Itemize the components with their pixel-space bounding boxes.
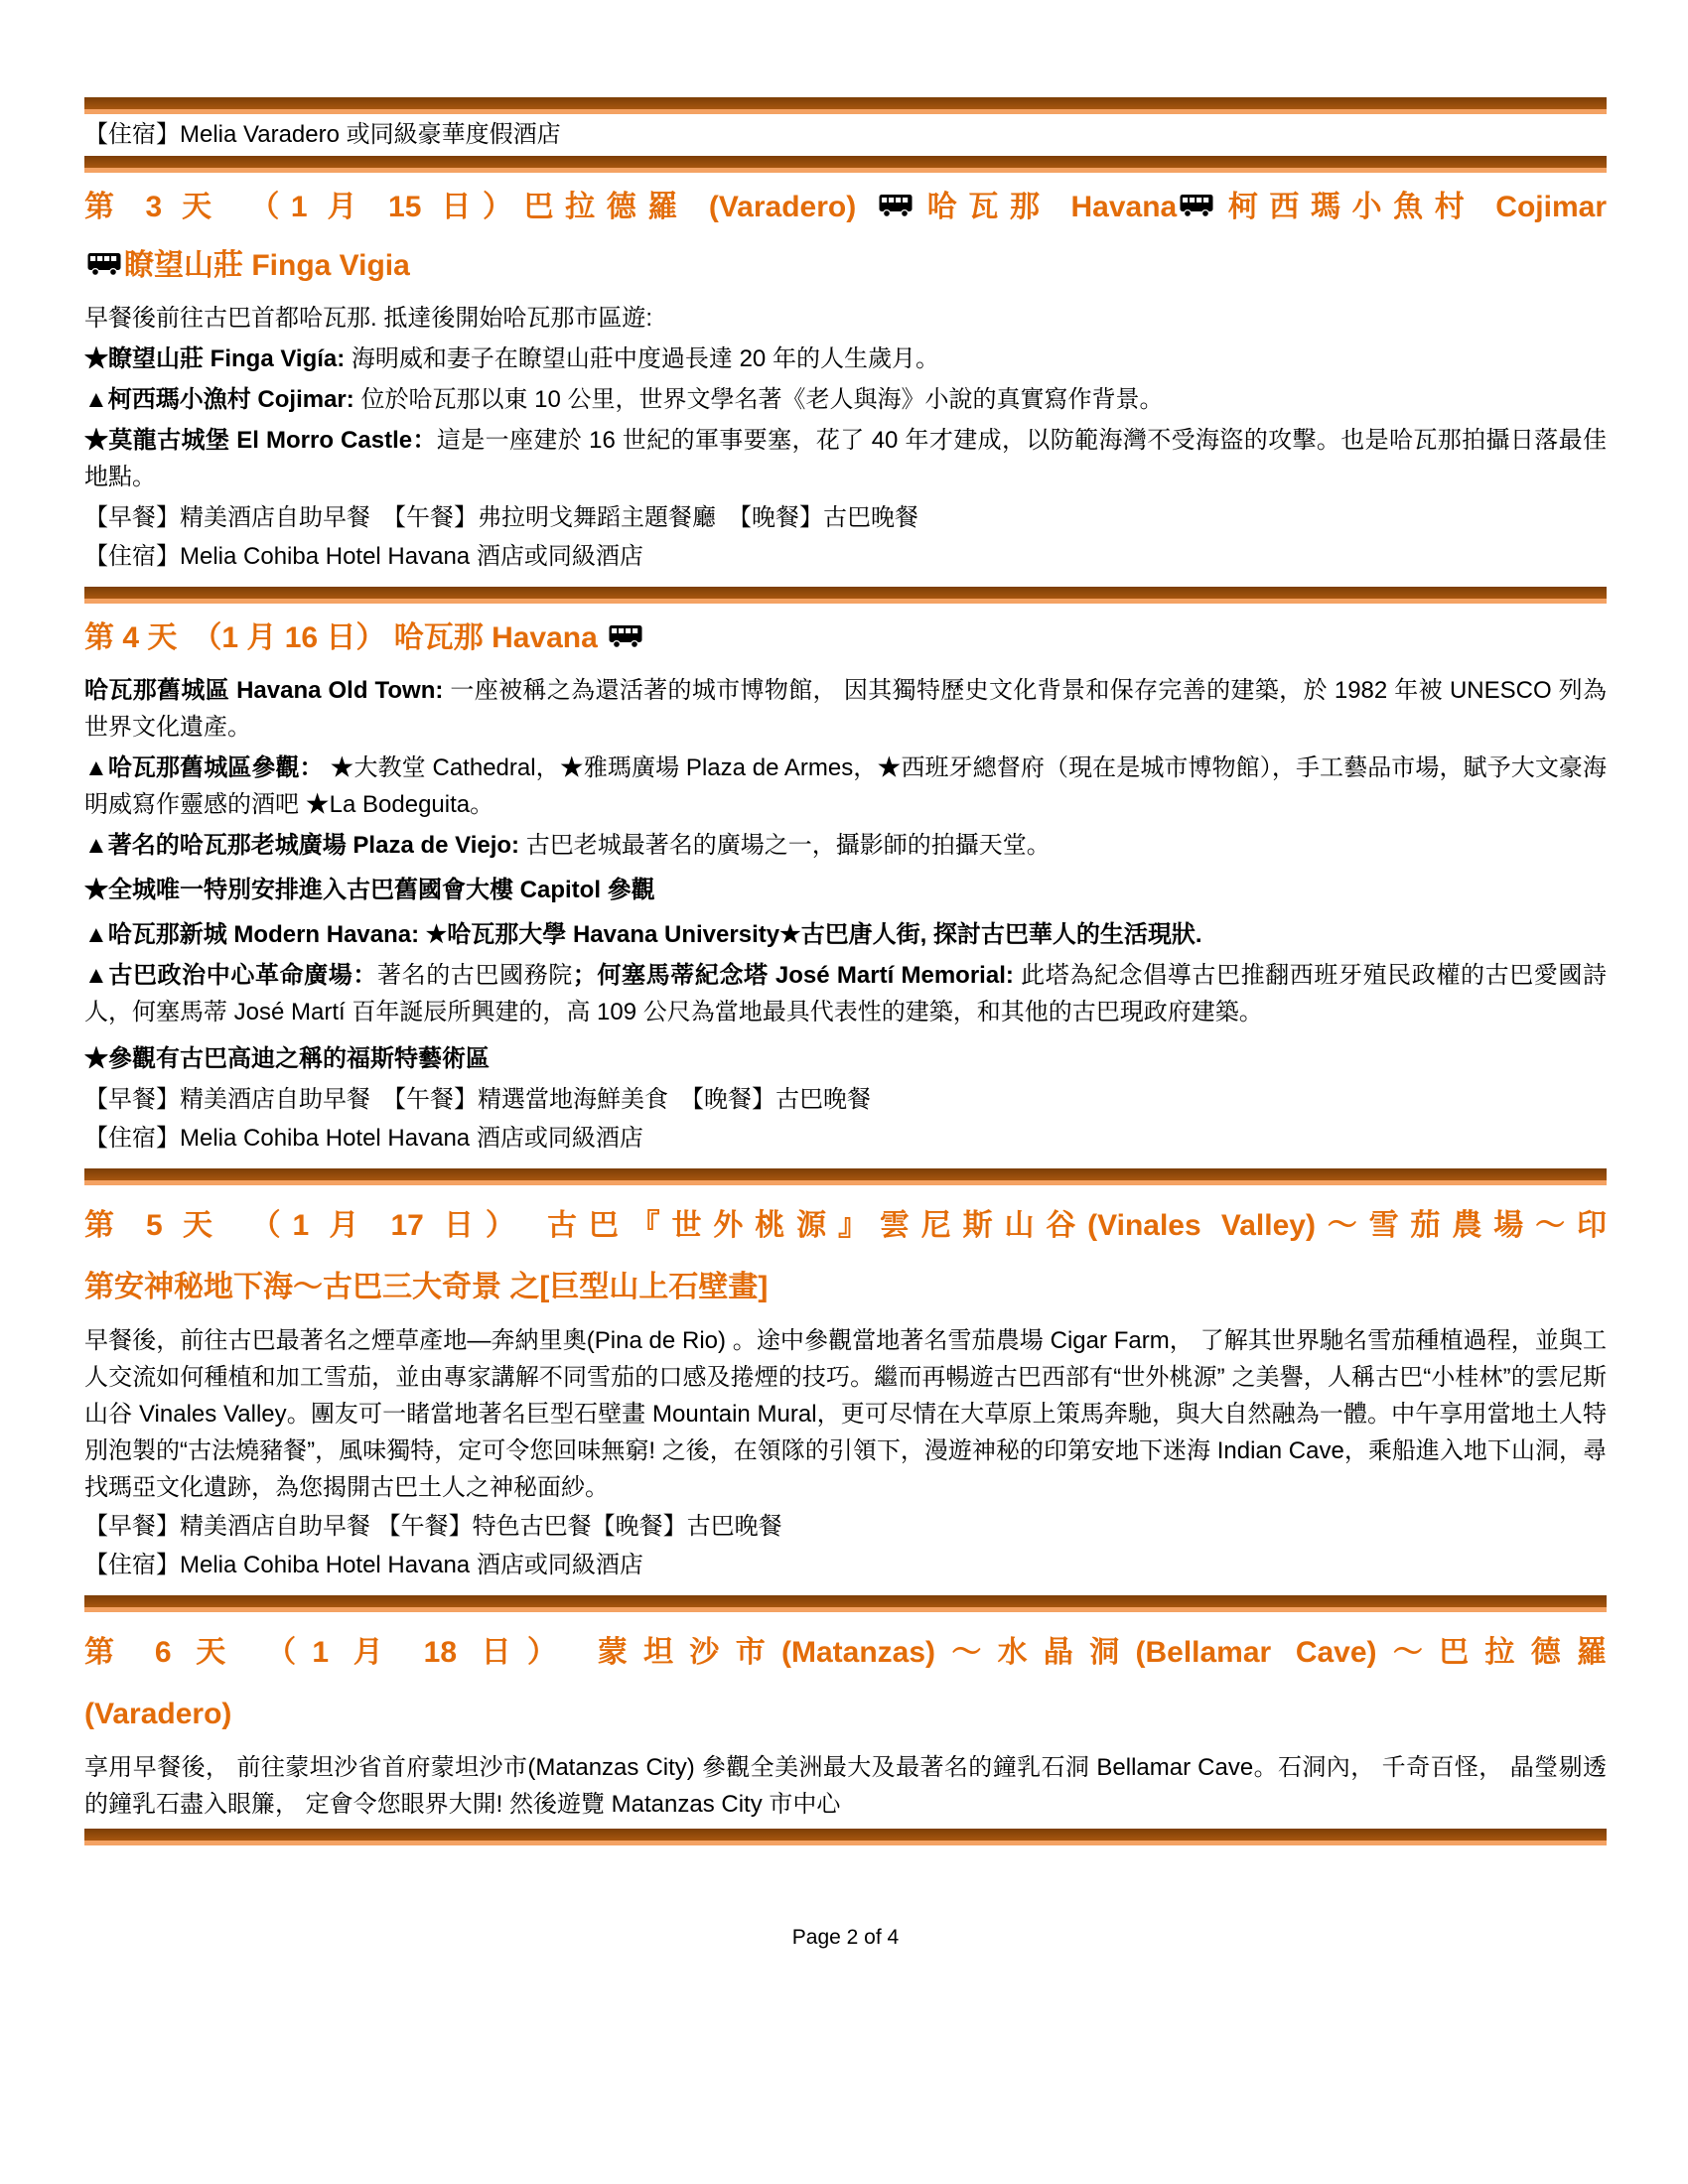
- day-3-title-line2: [84, 237, 1607, 296]
- day-6-title-line1: 第 6 天 （1 月 18 日） 蒙坦沙市(Matanzas)〜水晶洞(Bellamar Cave)〜巴拉德羅: [84, 1636, 1607, 1669]
- day-4-bullet-modern-havana: [84, 916, 1607, 953]
- day-3-bullet-cojimar: [84, 381, 1607, 418]
- bus-icon: [609, 612, 642, 668]
- bullet-label: ；何塞馬蒂紀念塔 José Martí Memorial:: [572, 962, 1014, 989]
- day-4-title: [84, 610, 1607, 668]
- page-number-footer: Page 2 of 4: [791, 1926, 900, 1949]
- bullet-text: 此塔為紀念倡導古巴推翻西班牙殖民政權的古巴愛國詩人，何塞馬蒂 José Martí 百年誕辰所興建的，高 109 公尺為當地最具代表性的建築，和其他的古巴現政府建築。: [84, 962, 1608, 1025]
- day-3-title-text-2: 哈瓦那 Havana: [915, 191, 1178, 223]
- day-6-body-paragraph: 享用早餐後， 前往蒙坦沙省首府蒙坦沙市(Matanzas City) 參觀全美洲最大及最著名的鐘乳石洞 Bellamar Cave。石洞內， 千奇百怪， 晶瑩剔透的鐘乳石盡入眼簾， 定會令您眼界大開! 然後遊覽 Matanzas City 市中心: [84, 1754, 1607, 1818]
- day-4-lodging-row: 【住宿】Melia Cohiba Hotel Havana 酒店或同級酒店: [84, 1125, 643, 1152]
- day-6-section: [84, 1622, 1607, 1823]
- day-3-title-line1: [84, 179, 1607, 237]
- day-3-title-text-1: 第 3 天 （1 月 15 日）巴拉德羅 (Varadero): [84, 191, 877, 223]
- day-3-intro: 早餐後前往古巴首都哈瓦那. 抵達後開始哈瓦那市區遊:: [84, 305, 653, 332]
- day-6-title: [84, 1622, 1607, 1745]
- bus-icon: [87, 239, 121, 296]
- day-3-lodging-row: 【住宿】Melia Cohiba Hotel Havana 酒店或同級酒店: [84, 543, 643, 570]
- bullet-label: ★莫龍古城堡 El Morro Castle：: [84, 427, 437, 454]
- bullet-label: ▲哈瓦那新城 Modern Havana: ★哈瓦那大學 Havana University★古巴唐人街, 探討古巴華人的生活現狀.: [84, 921, 1202, 948]
- day-4-bullet-capitol: [84, 872, 1607, 908]
- day-4-bullet-plaza-de-viejo: [84, 827, 1607, 864]
- section-divider-bar: [84, 1595, 1607, 1612]
- section-divider-bar: [84, 97, 1607, 114]
- day-5-lodging-row: 【住宿】Melia Cohiba Hotel Havana 酒店或同級酒店: [84, 1552, 643, 1578]
- bullet-text: 古巴老城最著名的廣場之一，攝影師的拍攝天堂。: [519, 832, 1051, 859]
- bullet-text: 一座被稱之為還活著的城市博物館， 因其獨特歷史文化背景和保存完善的建築，於 1982 年被 UNESCO 列為世界文化遺產。: [84, 677, 1607, 741]
- day-5-title: [84, 1195, 1607, 1318]
- bullet-label: ★瞭望山莊 Finga Vigía:: [84, 345, 346, 372]
- bullet-label: ★參觀有古巴高迪之稱的福斯特藝術區: [84, 1045, 490, 1072]
- day-5-title-line1: 第 5 天 （1 月 17 日） 古巴『世外桃源』雲尼斯山谷(Vinales Valley)〜雪茄農場〜印: [84, 1209, 1607, 1242]
- bullet-text: 位於哈瓦那以東 10 公里，世界文學名著《老人與海》小說的真實寫作背景。: [353, 386, 1164, 413]
- bullet-text: 海明威和妻子在瞭望山莊中度過長達 20 年的人生歲月。: [345, 345, 939, 372]
- day-4-section: [84, 610, 1607, 1157]
- day-4-paragraph-old-town: [84, 672, 1607, 746]
- day-3-title-text-3: 柯西瑪小魚村 Cojimar: [1216, 191, 1607, 223]
- day-4-bullet-revolution-square: [84, 957, 1607, 1030]
- day-5-section: [84, 1195, 1607, 1583]
- day-6-title-line2: (Varadero): [84, 1698, 232, 1730]
- bullet-text: ★大教堂 Cathedral，★雅瑪廣場 Plaza de Armes，★西班牙總督府（現在是城市博物館），手工藝品市場，賦予大文豪海明威寫作靈感的酒吧 ★La Bodeguita。: [84, 754, 1607, 818]
- bullet-text: 這是一座建於 16 世紀的軍事要塞，花了 40 年才建成，以防範海灣不受海盜的攻擊。也是哈瓦那拍攝日落最佳地點。: [84, 427, 1607, 490]
- day-4-bullet-fusterlandia: [84, 1040, 1607, 1077]
- section-divider-bar: [84, 587, 1607, 604]
- day-3-bullet-el-morro: [84, 422, 1607, 495]
- day-4-title-text: 第 4 天 （1 月 16 日） 哈瓦那 Havana: [84, 621, 607, 654]
- day-5-meals-row: 【早餐】精美酒店自助早餐 【午餐】特色古巴餐【晚餐】古巴晚餐: [84, 1513, 782, 1540]
- section-divider-bar: [84, 1168, 1607, 1185]
- day2-lodging-row: 【住宿】Melia Varadero 或同級豪華度假酒店: [84, 121, 561, 148]
- bullet-label: ▲哈瓦那舊城區參觀：: [84, 754, 324, 781]
- section-divider-bar: [84, 1829, 1607, 1845]
- section-divider-bar: [84, 156, 1607, 173]
- bullet-label: ▲柯西瑪小漁村 Cojimar:: [84, 386, 354, 413]
- day-5-title-line2: 第安神秘地下海〜古巴三大奇景 之[巨型山上石壁畫]: [84, 1271, 769, 1303]
- day-3-title-text-4: 瞭望山莊 Finga Vigia: [124, 249, 410, 282]
- bullet-label: ★全城唯一特別安排進入古巴舊國會大樓 Capitol 參觀: [84, 877, 655, 903]
- day-3-title: [84, 179, 1607, 296]
- bullet-label: ▲著名的哈瓦那老城廣場 Plaza de Viejo:: [84, 832, 520, 859]
- day-3-section: [84, 179, 1607, 575]
- bus-icon: [879, 181, 913, 237]
- bullet-label: 哈瓦那舊城區 Havana Old Town:: [84, 677, 444, 704]
- day-5-body-paragraph: 早餐後，前往古巴最著名之煙草產地—奔納里奧(Pina de Rio) 。途中參觀當地著名雪茄農場 Cigar Farm， 了解其世界馳名雪茄種植過程，並與工人交流如何種植和加工雪茄，並由專家講解不同雪茄的口感及捲煙的技巧。繼而再暢遊古巴西部有“世外桃源” 之美譽，人稱古巴“小桂林”的雲尼斯山谷 Vinales Valley。團友可一睹當地著名巨型石壁畫 Mountain Mural，更可尽情在大草原上策馬奔馳，與大自然融為一體。中午享用當地土人特別泡製的“古法燒豬餐”，風味獨特，定可令您回味無窮! 之後，在領隊的引領下，漫遊神秘的印第安地下迷海 Indian Cave，乘船進入地下山洞，尋找瑪亞文化遺跡，為您揭開古巴土人之神秘面紗。: [84, 1327, 1607, 1501]
- bus-icon: [1180, 181, 1213, 237]
- bullet-text: 著名的古巴國務院: [377, 962, 573, 989]
- bullet-label: ▲古巴政治中心革命廣場：: [84, 962, 377, 989]
- day-3-bullet-finga-vigia: [84, 341, 1607, 377]
- day-4-meals-row: 【早餐】精美酒店自助早餐 【午餐】精選當地海鮮美食 【晚餐】古巴晚餐: [84, 1086, 871, 1113]
- day-3-meals-row: 【早餐】精美酒店自助早餐 【午餐】弗拉明戈舞蹈主題餐廳 【晚餐】古巴晚餐: [84, 504, 918, 531]
- day-4-bullet-old-town-visit: [84, 750, 1607, 823]
